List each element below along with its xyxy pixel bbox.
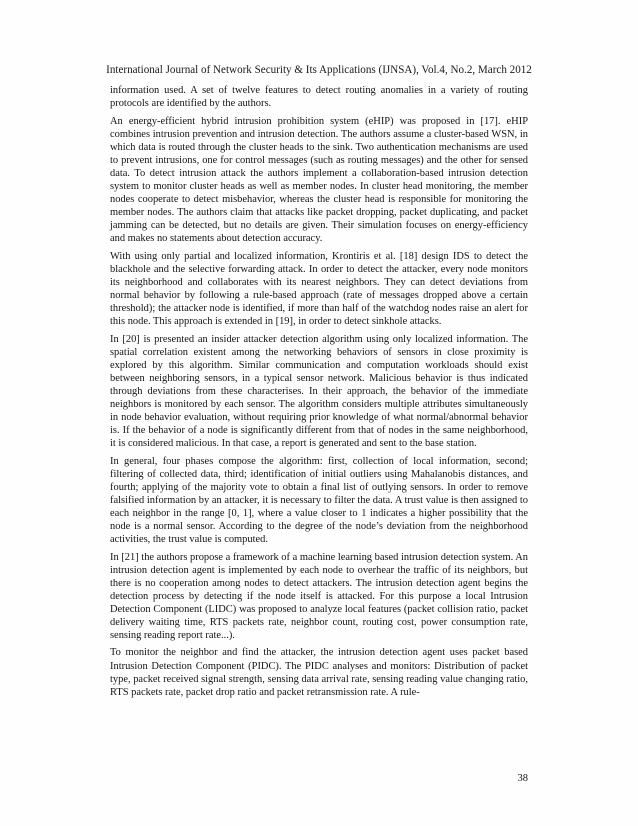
paragraph: An energy-efficient hybrid intrusion prohibition system (eHIP) was proposed in [17]. eHIP combines intrusion prevention and intrusion detection. The authors assume a cluster-based WSN, in which data is routed through the cluster heads to the sink. Two authentication mechanisms are used to prevent intrusions, one for control messages (such as routing messages) and the other for sensed data. To detect intrusion attack the authors implement a collaboration-based intrusion detection system to monitor cluster heads as well as member nodes. In cluster head monitoring, the member nodes cooperate to detect misbehavior, whereas the cluster head is responsible for monitoring the member nodes. The authors claim that attacks like packet dropping, packet duplicating, and packet jamming can be detected, but no details are given. Their simulation focuses on energy-efficiency and makes no statements about detection accuracy. xyxy=(110,115,528,245)
running-header: International Journal of Network Security & Its Applications (IJNSA), Vol.4, No.2, March 2012 xyxy=(106,64,532,76)
paragraph: In [20] is presented an insider attacker detection algorithm using only localized information. The spatial correlation existent among the networking behaviors of sensors in close proximity is explored by this algorithm. Similar communication and computation workloads should exist between neighboring sensors, in a typical sensor network. Malicious behavior is thus indicated through deviations from these characterises. In their approach, the behavior of the immediate neighbors is monitored by each sensor. The algorithm considers multiple attributes simultaneously in node behavior evaluation, without requiring prior knowledge of what normal/abnormal behavior is. If the behavior of a node is significantly different from that of nodes in the same neighborhood, it is considered malicious. In that case, a report is generated and sent to the base station. xyxy=(110,333,528,449)
paragraph: With using only partial and localized information, Krontiris et al. [18] design IDS to detect the blackhole and the selective forwarding attack. In order to detect the attacker, every node monitors its neighborhood and collaborates with its nearest neighbors. They can detect deviations from normal behavior by following a rule-based approach (rate of messages dropped above a certain threshold); the attacker node is identified, if more than half of the watchdog nodes raise an alert for this node. This approach is extended in [19], in order to detect sinkhole attacks. xyxy=(110,250,528,327)
paragraph: information used. A set of twelve features to detect routing anomalies in a variety of routing protocols are identified by the authors. xyxy=(110,85,528,110)
paragraph: In general, four phases compose the algorithm: first, collection of local information, second; filtering of collected data, third; identification of initial outliers using Mahalanobis distances, and fourth; applying of the majority vote to obtain a final list of outlying sensors. In order to remove falsified information by an attacker, it is necessary to filter the data. A trust value is then assigned to each neighbor in the range [0, 1], where a value closer to 1 indicates a higher possibility that the node is a normal sensor. According to the degree of the node’s deviation from the neighborhood activities, the trust value is computed. xyxy=(110,455,528,545)
body-text xyxy=(110,84,528,703)
page-number: 38 xyxy=(517,773,528,784)
paragraph: To monitor the neighbor and find the attacker, the intrusion detection agent uses packet based Intrusion Detection Component (PIDC). The PIDC analyses and monitors: Distribution of packet type, packet received signal strength, sensing data arrival rate, sensing reading value changing ratio, RTS packets rate, packet drop ratio and packet retransmission rate. A rule- xyxy=(110,647,528,698)
paragraph: In [21] the authors propose a framework of a machine learning based intrusion detection system. An intrusion detection agent is implemented by each node to overhear the traffic of its neighbors, but there is no cooperation among nodes to detect attackers. The intrusion detection agent begins the detection process by detecting if the node itself is attacked. For this purpose a local Intrusion Detection Component (LIDC) was proposed to analyze local features (packet collision ratio, packet delivery waiting time, RTS packets rate, neighbor count, routing cost, power consumption rate, sensing reading report rate...). xyxy=(110,551,528,641)
